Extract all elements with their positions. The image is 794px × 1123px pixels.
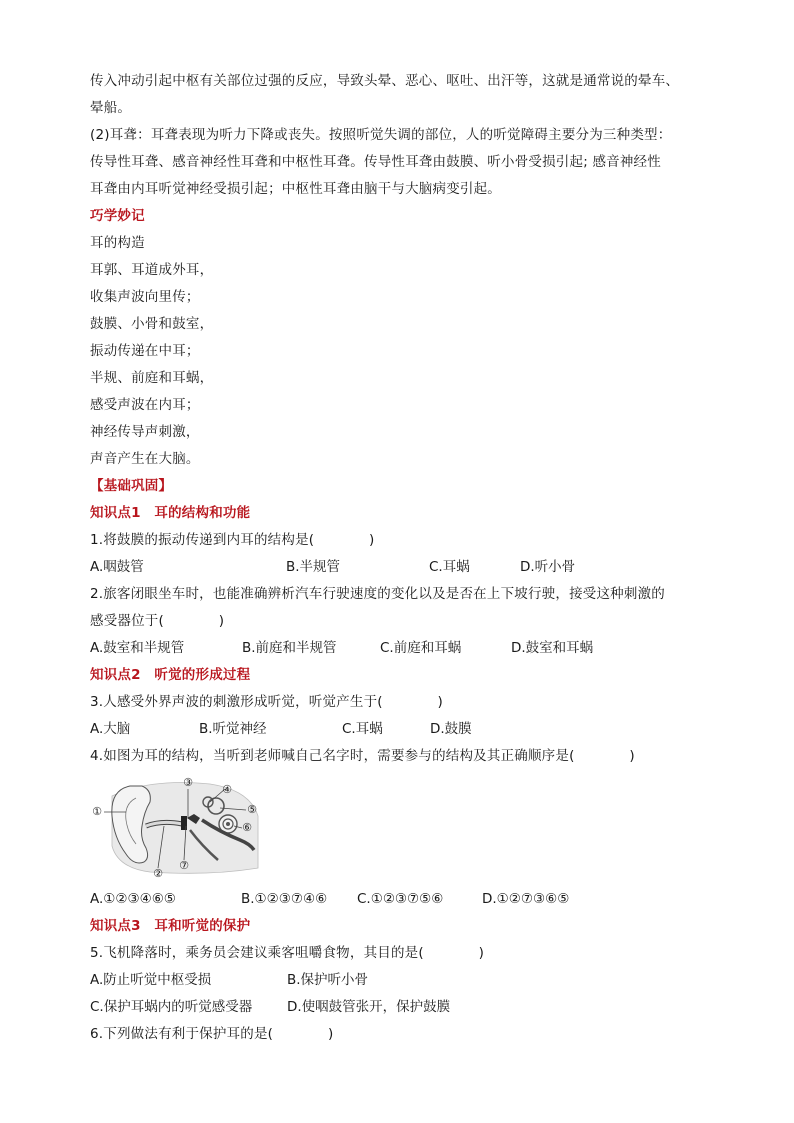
question-stem: 5.飞机降落时，乘务员会建议乘客咀嚼食物，其目的是( ) [90, 945, 485, 961]
mnemonic-line: 耳郭、耳道成外耳， [90, 262, 214, 278]
option-a: A.鼓室和半规管 [90, 640, 185, 656]
question-stem: 1.将鼓膜的振动传递到内耳的结构是( ) [90, 532, 375, 548]
mnemonic-line: 振动传递在中耳； [90, 343, 200, 359]
option-d: D.①②⑦③⑥⑤ [482, 891, 570, 907]
paragraph-line: 耳聋由内耳听觉神经受损引起；中枢性耳聋由脑干与大脑病变引起。 [90, 181, 501, 197]
option-a: A.咽鼓管 [90, 559, 144, 575]
figure-label-5: ⑤ [247, 803, 257, 816]
figure-label-3: ③ [183, 776, 193, 789]
mnemonic-line: 感受声波在内耳； [90, 397, 200, 413]
paragraph-line: 传入冲动引起中枢有关部位过强的反应，导致头晕、恶心、呕吐、出汗等，这就是通常说的晕车、 [90, 73, 680, 89]
knowledge-point-title: 知识点1 耳的结构和功能 [90, 505, 251, 521]
option-d: D.鼓膜 [430, 721, 472, 737]
option-b: B.保护听小骨 [287, 972, 369, 988]
paragraph-line: 传导性耳聋、感音神经性耳聋和中枢性耳聋。传导性耳聋由鼓膜、听小骨受损引起; 感音神经性 [90, 154, 661, 170]
options-row [90, 967, 715, 994]
options-row [90, 716, 715, 743]
question-stem: 3.人感受外界声波的刺激形成听觉，听觉产生于( ) [90, 694, 444, 710]
option-c: C.耳蜗 [342, 721, 383, 737]
options-row [90, 554, 715, 581]
option-d: D.使咽鼓管张开，保护鼓膜 [287, 999, 451, 1015]
option-b: B.半规管 [286, 559, 341, 575]
option-c: C.前庭和耳蜗 [380, 640, 462, 656]
mnemonic-line: 鼓膜、小骨和鼓室， [90, 316, 214, 332]
mnemonic-line: 神经传导声刺激， [90, 424, 200, 440]
figure-label-2: ② [153, 867, 163, 880]
option-c: C.①②③⑦⑤⑥ [357, 891, 444, 907]
figure-label-7: ⑦ [179, 859, 189, 872]
ear-structure-figure [90, 776, 290, 882]
option-a: A.①②③④⑥⑤ [90, 891, 176, 907]
question-stem: 4.如图为耳的结构，当听到老师喊自己名字时，需要参与的结构及其正确顺序是( ) [90, 748, 635, 764]
options-row [90, 635, 715, 662]
option-a: A.大脑 [90, 721, 131, 737]
option-c: C.保护耳蜗内的听觉感受器 [90, 999, 253, 1015]
option-a: A.防止听觉中枢受损 [90, 972, 212, 988]
question-stem: 2.旅客闭眼坐车时，也能准确辨析汽车行驶速度的变化以及是否在上下坡行驶，接受这种刺激的 [90, 586, 665, 602]
mnemonic-line: 声音产生在大脑。 [90, 451, 200, 467]
paragraph-line: (2)耳聋：耳聋表现为听力下降或丧失。按照听觉失调的部位，人的听觉障碍主要分为三种类型： [90, 127, 672, 143]
mnemonic-line: 耳的构造 [90, 235, 145, 251]
options-row [90, 994, 715, 1021]
option-c: C.耳蜗 [429, 559, 470, 575]
ear-diagram-icon [90, 776, 290, 882]
section-title: 【基础巩固】 [90, 478, 173, 494]
knowledge-point-title: 知识点2 听觉的形成过程 [90, 667, 251, 683]
option-b: B.①②③⑦④⑥ [241, 891, 328, 907]
knowledge-point-title: 知识点3 耳和听觉的保护 [90, 918, 251, 934]
paragraph-line: 晕船。 [90, 100, 132, 116]
document-page [90, 68, 715, 1048]
figure-label-6: ⑥ [242, 821, 252, 834]
option-b: B.前庭和半规管 [242, 640, 337, 656]
options-row [90, 886, 715, 913]
mnemonic-heading: 巧学妙记 [90, 208, 145, 224]
question-stem: 6.下列做法有利于保护耳的是( ) [90, 1026, 334, 1042]
mnemonic-line: 半规、前庭和耳蜗， [90, 370, 214, 386]
figure-label-4: ④ [222, 783, 232, 796]
mnemonic-line: 收集声波向里传； [90, 289, 200, 305]
option-d: D.听小骨 [520, 559, 576, 575]
option-d: D.鼓室和耳蜗 [511, 640, 594, 656]
option-b: B.听觉神经 [199, 721, 267, 737]
figure-label-1: ① [92, 805, 102, 818]
question-stem: 感受器位于( ) [90, 613, 225, 629]
